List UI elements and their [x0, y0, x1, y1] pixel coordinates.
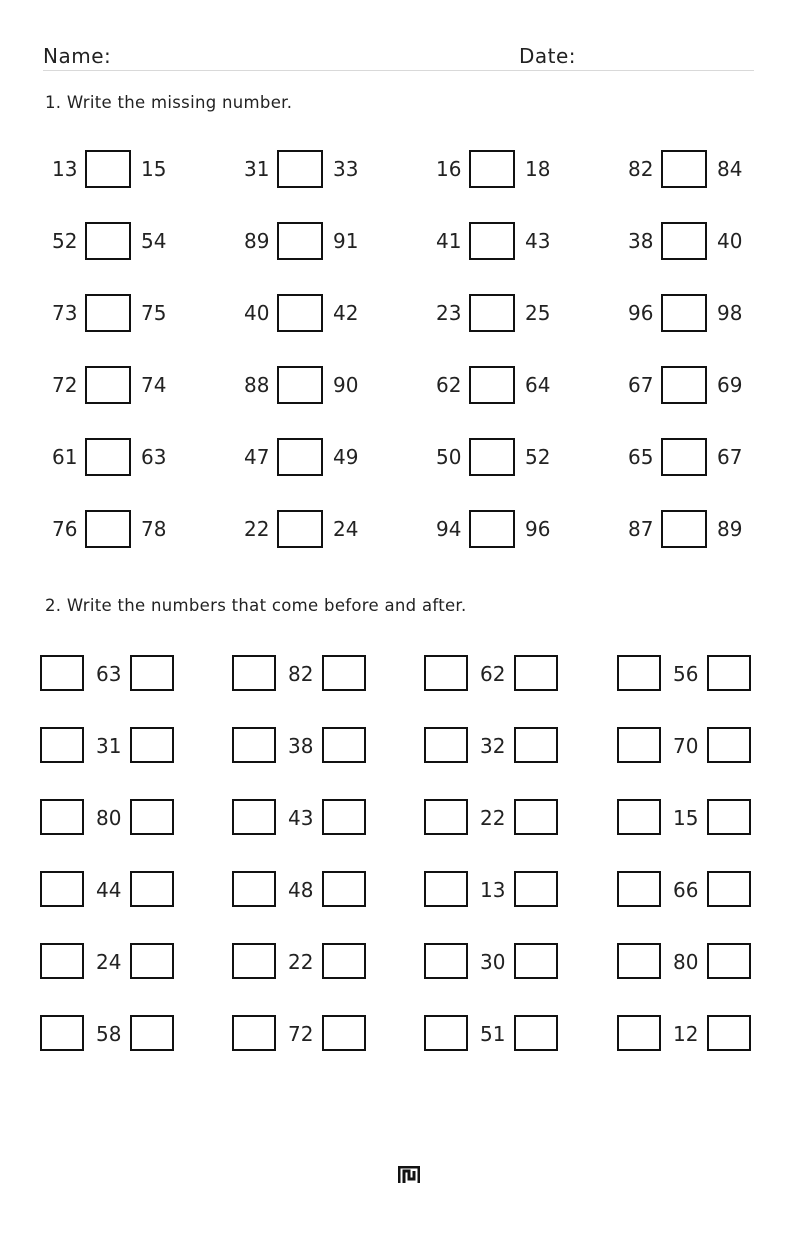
- before-after-problem: [424, 727, 561, 765]
- before-after-problem: [40, 871, 177, 909]
- after-answer-box[interactable]: [514, 1015, 558, 1051]
- after-answer-box[interactable]: [707, 943, 751, 979]
- before-after-problem: [40, 799, 177, 837]
- before-after-problem: [424, 1015, 561, 1053]
- after-answer-box[interactable]: [707, 727, 751, 763]
- number-after: 74: [141, 373, 167, 397]
- before-answer-box[interactable]: [232, 1015, 276, 1051]
- before-after-problem: [617, 655, 754, 693]
- number-before: 16: [436, 157, 462, 181]
- middle-number: 80: [96, 806, 122, 830]
- before-answer-box[interactable]: [232, 943, 276, 979]
- number-before: 87: [628, 517, 654, 541]
- after-answer-box[interactable]: [322, 943, 366, 979]
- worksheet-logo-icon: [398, 1166, 420, 1184]
- number-after: 49: [333, 445, 359, 469]
- after-answer-box[interactable]: [322, 1015, 366, 1051]
- before-after-problem: [617, 943, 754, 981]
- after-answer-box[interactable]: [322, 727, 366, 763]
- after-answer-box[interactable]: [514, 943, 558, 979]
- before-after-problem: [232, 655, 369, 693]
- middle-number: 30: [480, 950, 506, 974]
- number-after: 89: [717, 517, 743, 541]
- before-answer-box[interactable]: [424, 871, 468, 907]
- before-answer-box[interactable]: [40, 943, 84, 979]
- number-after: 91: [333, 229, 359, 253]
- before-after-problem: [232, 727, 369, 765]
- after-answer-box[interactable]: [130, 655, 174, 691]
- before-answer-box[interactable]: [617, 943, 661, 979]
- number-before: 94: [436, 517, 462, 541]
- number-before: 61: [52, 445, 78, 469]
- before-answer-box[interactable]: [617, 727, 661, 763]
- middle-number: 44: [96, 878, 122, 902]
- number-before: 31: [244, 157, 270, 181]
- middle-number: 13: [480, 878, 506, 902]
- number-after: 96: [525, 517, 551, 541]
- section1-instruction: 1. Write the missing number.: [45, 93, 293, 112]
- after-answer-box[interactable]: [707, 871, 751, 907]
- number-before: 62: [436, 373, 462, 397]
- before-after-problem: [232, 943, 369, 981]
- before-answer-box[interactable]: [40, 799, 84, 835]
- before-answer-box[interactable]: [424, 799, 468, 835]
- number-before: 41: [436, 229, 462, 253]
- before-after-problem: [617, 1015, 754, 1053]
- middle-number: 66: [673, 878, 699, 902]
- before-answer-box[interactable]: [617, 655, 661, 691]
- number-before: 52: [52, 229, 78, 253]
- before-answer-box[interactable]: [232, 655, 276, 691]
- before-answer-box[interactable]: [424, 943, 468, 979]
- middle-number: 58: [96, 1022, 122, 1046]
- middle-number: 56: [673, 662, 699, 686]
- number-after: 40: [717, 229, 743, 253]
- after-answer-box[interactable]: [514, 655, 558, 691]
- after-answer-box[interactable]: [130, 871, 174, 907]
- number-before: 65: [628, 445, 654, 469]
- before-answer-box[interactable]: [40, 871, 84, 907]
- middle-number: 22: [288, 950, 314, 974]
- after-answer-box[interactable]: [130, 943, 174, 979]
- before-after-problem: [232, 799, 369, 837]
- after-answer-box[interactable]: [322, 655, 366, 691]
- middle-number: 31: [96, 734, 122, 758]
- number-after: 43: [525, 229, 551, 253]
- after-answer-box[interactable]: [707, 799, 751, 835]
- number-before: 13: [52, 157, 78, 181]
- before-after-problem: [424, 799, 561, 837]
- number-before: 23: [436, 301, 462, 325]
- before-answer-box[interactable]: [424, 727, 468, 763]
- before-answer-box[interactable]: [232, 799, 276, 835]
- before-answer-box[interactable]: [232, 871, 276, 907]
- after-answer-box[interactable]: [514, 727, 558, 763]
- after-answer-box[interactable]: [322, 799, 366, 835]
- before-answer-box[interactable]: [40, 655, 84, 691]
- before-answer-box[interactable]: [617, 871, 661, 907]
- middle-number: 12: [673, 1022, 699, 1046]
- number-after: 98: [717, 301, 743, 325]
- middle-number: 63: [96, 662, 122, 686]
- number-after: 33: [333, 157, 359, 181]
- before-answer-box[interactable]: [617, 799, 661, 835]
- number-after: 54: [141, 229, 167, 253]
- number-before: 40: [244, 301, 270, 325]
- number-after: 15: [141, 157, 167, 181]
- number-before: 96: [628, 301, 654, 325]
- before-after-problem: [40, 655, 177, 693]
- before-answer-box[interactable]: [617, 1015, 661, 1051]
- after-answer-box[interactable]: [130, 727, 174, 763]
- middle-number: 62: [480, 662, 506, 686]
- number-before: 38: [628, 229, 654, 253]
- number-after: 67: [717, 445, 743, 469]
- number-before: 82: [628, 157, 654, 181]
- number-after: 84: [717, 157, 743, 181]
- before-after-problem: [617, 871, 754, 909]
- number-after: 64: [525, 373, 551, 397]
- number-before: 67: [628, 373, 654, 397]
- number-after: 78: [141, 517, 167, 541]
- middle-number: 82: [288, 662, 314, 686]
- after-answer-box[interactable]: [707, 1015, 751, 1051]
- before-answer-box[interactable]: [40, 727, 84, 763]
- number-after: 52: [525, 445, 551, 469]
- middle-number: 32: [480, 734, 506, 758]
- middle-number: 38: [288, 734, 314, 758]
- before-after-problem: [424, 943, 561, 981]
- number-before: 88: [244, 373, 270, 397]
- before-after-problem: [617, 799, 754, 837]
- before-answer-box[interactable]: [424, 1015, 468, 1051]
- after-answer-box[interactable]: [514, 871, 558, 907]
- middle-number: 80: [673, 950, 699, 974]
- before-after-problem: [40, 943, 177, 981]
- name-label: Name:: [43, 44, 112, 68]
- number-after: 90: [333, 373, 359, 397]
- number-before: 72: [52, 373, 78, 397]
- middle-number: 72: [288, 1022, 314, 1046]
- before-answer-box[interactable]: [232, 727, 276, 763]
- before-after-problem: [424, 871, 561, 909]
- number-after: 18: [525, 157, 551, 181]
- before-after-problem: [424, 655, 561, 693]
- number-before: 50: [436, 445, 462, 469]
- middle-number: 15: [673, 806, 699, 830]
- number-before: 22: [244, 517, 270, 541]
- middle-number: 43: [288, 806, 314, 830]
- before-answer-box[interactable]: [40, 1015, 84, 1051]
- middle-number: 51: [480, 1022, 506, 1046]
- middle-number: 48: [288, 878, 314, 902]
- middle-number: 22: [480, 806, 506, 830]
- middle-number: 24: [96, 950, 122, 974]
- section2-instruction: 2. Write the numbers that come before and after.: [45, 596, 467, 615]
- number-before: 73: [52, 301, 78, 325]
- before-after-problem: [232, 871, 369, 909]
- after-answer-box[interactable]: [707, 655, 751, 691]
- before-after-problem: [40, 1015, 177, 1053]
- after-answer-box[interactable]: [130, 799, 174, 835]
- before-after-problem: [617, 727, 754, 765]
- number-after: 69: [717, 373, 743, 397]
- before-answer-box[interactable]: [424, 655, 468, 691]
- number-after: 25: [525, 301, 551, 325]
- number-before: 89: [244, 229, 270, 253]
- after-answer-box[interactable]: [130, 1015, 174, 1051]
- before-after-problem: [232, 1015, 369, 1053]
- number-after: 63: [141, 445, 167, 469]
- number-after: 24: [333, 517, 359, 541]
- before-after-problem: [40, 727, 177, 765]
- number-after: 75: [141, 301, 167, 325]
- date-label: Date:: [519, 44, 577, 68]
- after-answer-box[interactable]: [514, 799, 558, 835]
- number-before: 47: [244, 445, 270, 469]
- middle-number: 70: [673, 734, 699, 758]
- after-answer-box[interactable]: [322, 871, 366, 907]
- number-before: 76: [52, 517, 78, 541]
- number-after: 42: [333, 301, 359, 325]
